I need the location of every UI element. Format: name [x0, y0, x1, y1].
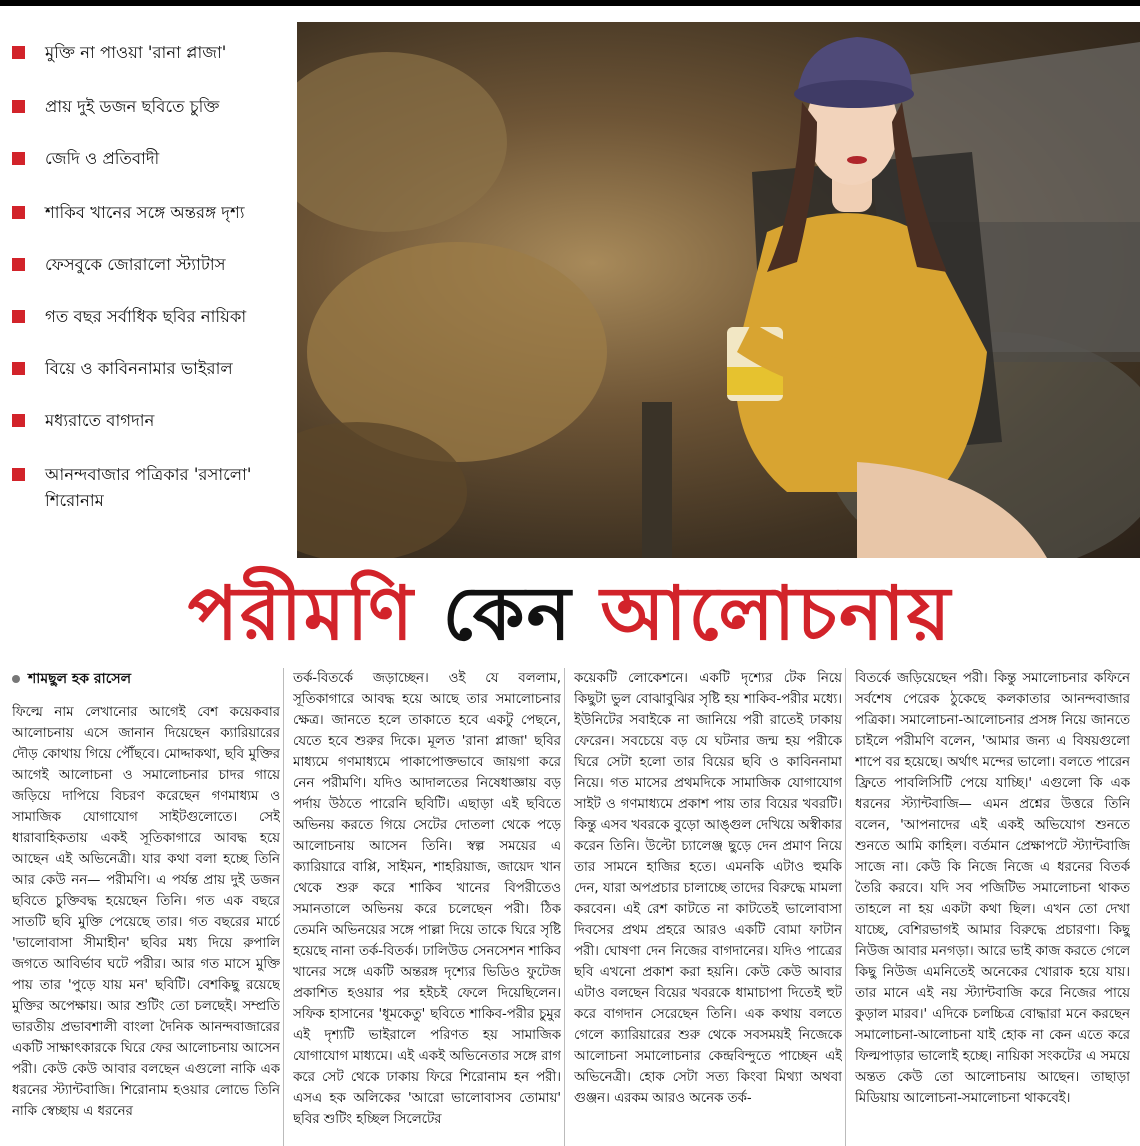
list-item	[12, 252, 297, 278]
headline-part-1: পরীমণি	[187, 571, 415, 657]
article-column-3	[574, 668, 842, 1146]
red-square-icon	[12, 206, 25, 219]
list-item	[12, 94, 297, 120]
red-square-icon	[12, 100, 25, 113]
list-item-label: আনন্দবাজার পত্রিকার 'রসালো' শিরোনাম	[45, 465, 252, 510]
byline	[12, 668, 280, 690]
red-square-icon	[12, 46, 25, 59]
list-item	[12, 304, 297, 330]
list-item-label: জেদি ও প্রতিবাদী	[45, 149, 160, 168]
list-item-label: মুক্তি না পাওয়া 'রানা প্লাজা'	[45, 43, 227, 62]
byline-author: শামছুল হক রাসেল	[28, 671, 131, 687]
red-square-icon	[12, 152, 25, 165]
article-text: ফিল্মে নাম লেখানোর আগেই বেশ কয়েকবার আলোচনায় এসে জানান দিয়েছেন ক্যারিয়ারের দৌড় কোথায় গিয়ে পৌঁছবে। মোদ্দাকথা, ছবি মুক্তির আগেই আলোচনা ও সমালোচনার চাদর গায়ে জড়িয়ে দাপিয়ে বিচরণ করেছেন গণমাধ্যম ও সামাজিক যোগাযোগ সাইটগুলোতে। সেই ধারাবাহিকতায় একই সূতিকাগারে আবদ্ধ হয়ে আছেন এই অভিনেত্রী। যার কথা বলা হচ্ছে তিনি আর কেউ নন— পরীমণি। এ পর্যন্ত প্রায় দুই ডজন ছবিতে চুক্তিবদ্ধ হয়েছেন তিনি। গত এক বছরে সাতটি ছবি মুক্তি পেয়েছে তার। গত বছরের মার্চে 'ভালোবাসা সীমাহীন' ছবির মধ্য দিয়ে রুপালি জগতে আবির্ভাব ঘটে পরীর। আর গত মাসে মুক্তি পায় তার 'পুড়ে যায় মন' ছবিটি। বেশকিছু রয়েছে মুক্তির অপেক্ষায়। আর শুটিং তো চলছেই। সম্প্রতি ভারতীয় প্রভাবশালী বাংলা দৈনিক আনন্দবাজারের একটি সাক্ষাৎকারকে ঘিরে ফের আলোচনায় আসেন পরী। কেউ কেউ আবার বলছেন এগুলো নাকি এক ধরনের স্ট্যান্টবাজি। শিরোনাম হওয়ার লোভে তিনি নাকি স্বেচ্ছায় এ ধরনের	[12, 705, 280, 1119]
list-item-label: শাকিব খানের সঙ্গে অন্তরঙ্গ দৃশ্য	[45, 203, 245, 222]
list-item	[12, 356, 297, 382]
list-item	[12, 408, 297, 434]
headline	[0, 568, 1140, 660]
article-text: তর্ক-বিতর্কে জড়াচ্ছেন। ওই যে বললাম, সূতিকাগারে আবদ্ধ হয়ে আছে তার সমালোচনার ক্ষেত্র। জানতে হলে তাকাতে হবে একটু পেছনে, যেতে হবে শুরুর দিকে। মূলত 'রানা প্লাজা' ছবির মাধ্যমে গণমাধ্যমে পাকাপোক্তভাবে জায়গা করে নেন পরীমণি। যদিও আদালতের নিষেধাজ্ঞায় বড় পর্দায় উঠতে পারেনি ছবিটি। এছাড়া এই ছবিতে অভিনয় করতে গিয়ে সেটের দোতলা থেকে পড়ে আলোচনায় আসেন তিনি। স্বল্প সময়ের এ ক্যারিয়ারে বাপ্পি, সাইমন, শাহরিয়াজ, জায়েদ খান থেকে শুরু করে শাকিব খানের বিপরীতেও সমানতালে অভিনয় করে চলেছেন পরী। ঠিক তেমনি অভিনয়ের সঙ্গে পাল্লা দিয়ে তাকে ঘিরে সৃষ্টি হয়েছে নানা তর্ক-বিতর্ক। ঢালিউড সেনসেশন শাকিব খানের সঙ্গে একটি অন্তরঙ্গ দৃশ্যের ভিডিও ফুটেজ প্রকাশিত হওয়ার পর হইচই ফেলে দিয়েছিলেন। সফিক হাসানের 'ধূমকেতু' ছবিতে শাকিব-পরীর চুমুর এই দৃশ্যটি ভাইরালে পরিণত হয় সামাজিক যোগাযোগ মাধ্যমে। এই একই অভিনেতার সঙ্গে রাগ করে সেট থেকে ঢাকায় ফিরে শিরোনাম হন পরী। এসএ হক অলিকের 'আরো ভালোবাসব তোমায়' ছবির শুটিং হচ্ছিল সিলেটের	[293, 671, 561, 1127]
bullet-dot-icon	[12, 675, 20, 683]
list-item	[12, 200, 297, 226]
list-item-label: মধ্যরাতে বাগদান	[45, 411, 155, 430]
list-item-label: ফেসবুকে জোরালো স্ট্যাটাস	[45, 255, 226, 274]
article-column-1	[12, 668, 280, 1146]
feature-photo	[297, 22, 1140, 558]
red-square-icon	[12, 468, 25, 481]
headline-part-3: আলোচনায়	[600, 571, 953, 657]
article-text: বিতর্কে জড়িয়েছেন পরী। কিন্তু সমালোচনার কফিনে সর্বশেষ পেরেক ঠুকেছে কলকাতার আনন্দবাজার পত্রিকা। সমালোচনা-আলোচনার প্রসঙ্গ নিয়ে জানতে চাইলে পরীমণি বলেন, 'আমার জন্য এ বিষয়গুলো শাপে বর হয়েছে। অর্থাৎ মন্দের ভালো। বলতে পারেন ফ্রিতে পাবলিসিটি পেয়ে যাচ্ছি।' এগুলো কি এক ধরনের স্ট্যান্টবাজি— এমন প্রশ্নের উত্তরে তিনি বলেন, 'আপনাদের এই একই অভিযোগ শুনতে শুনতে আমি কাহিল। বর্তমান প্রেক্ষাপটে স্ট্যান্টবাজি সাজে না। কেউ কি নিজে নিজে এ ধরনের বিতর্ক তৈরি করবে। যদি সব পজিটিভ সমালোচনা থাকত তাহলে না হয় একটা কথা ছিল। এখন তো দেখা যাচ্ছে, বেশিরভাগই আমার বিরুদ্ধে প্রচারণা। কিছু নিউজ আবার মনগড়া। আরে ভাই কাজ করতে গেলে কিছু নিউজ এমনিতেই অনেকের খোরাক হয়ে যায়। তার মানে এই নয় স্ট্যান্টবাজি করে নিজের পায়ে কুড়াল মারব।' এদিকে চলচ্চিত্র বোদ্ধারা মনে করছেন সমালোচনা-আলোচনা যাই হোক না কেন এতে করে ফিল্মপাড়ার ভালোই হচ্ছে। নায়িকা সংকটের এ সময়ে অন্তত কেউ তো আলোচনায় আছেন। তাছাড়া মিডিয়ায় আলোচনা-সমালোচনা থাকবেই।	[855, 671, 1130, 1106]
column-divider	[845, 668, 846, 1146]
list-item	[12, 40, 297, 66]
article-column-4	[855, 668, 1130, 1146]
article-text: কয়েকটি লোকেশনে। একটি দৃশ্যের টেক নিয়ে কিছুটা ভুল বোঝাবুঝির সৃষ্টি হয় শাকিব-পরীর মধ্যে। ইউনিটের সবাইকে না জানিয়ে পরী রাতেই ঢাকায় ফেরেন। সবচেয়ে বড় যে ঘটনার জন্ম হয় পরীকে ঘিরে সেটা হলো তার বিয়ের ছবি ও কাবিননামা নিয়ে। গত মাসের প্রথমদিকে সামাজিক যোগাযোগ সাইট ও গণমাধ্যমে প্রকাশ পায় তার বিয়ের খবরটি। কিন্তু এসব খবরকে বুড়ো আঙ্গুল দেখিয়ে অস্বীকার করেন তিনি। উল্টো চ্যালেঞ্জ ছুড়ে দেন প্রমাণ নিয়ে তার সামনে হাজির হতে। এমনকি এটাও হুমকি দেন, যারা অপপ্রচার চালাচ্ছে তাদের বিরুদ্ধে মামলা করবেন। এই রেশ কাটতে না কাটতেই ভালোবাসা দিবসের প্রথম প্রহরে আরও একটি বোমা ফাটান পরী। ঘোষণা দেন নিজের বাগদানের। যদিও পাত্রের ছবি এখনো প্রকাশ করা হয়নি। কেউ কেউ আবার এটাও বলছেন বিয়ের খবরকে ধামাচাপা দিতেই হুট করে বাগদান সেরেছেন তিনি। এক কথায় বলতে গেলে ক্যারিয়ারের শুরু থেকে সবসময়ই নিজেকে আলোচনা সমালোচনার কেন্দ্রবিন্দুতে পাচ্ছেন এই অভিনেত্রী। হোক সেটা সত্য কিংবা মিথ্যা অথবা গুঞ্জন। এরকম আরও অনেক তর্ক-	[574, 671, 842, 1106]
column-divider	[283, 668, 284, 1146]
article-column-2	[293, 668, 561, 1146]
column-divider	[564, 668, 565, 1146]
red-square-icon	[12, 362, 25, 375]
list-item	[12, 146, 297, 172]
top-rule	[0, 0, 1140, 6]
red-square-icon	[12, 258, 25, 271]
red-square-icon	[12, 310, 25, 323]
list-item	[12, 462, 297, 514]
list-item-label: বিয়ে ও কাবিননামার ভাইরাল	[45, 359, 233, 378]
photo-illustration	[297, 22, 1140, 558]
list-item-label: প্রায় দুই ডজন ছবিতে চুক্তি	[45, 97, 220, 116]
list-item-label: গত বছর সর্বাধিক ছবির নায়িকা	[45, 307, 247, 326]
red-square-icon	[12, 414, 25, 427]
headline-part-2: কেন	[442, 571, 573, 657]
